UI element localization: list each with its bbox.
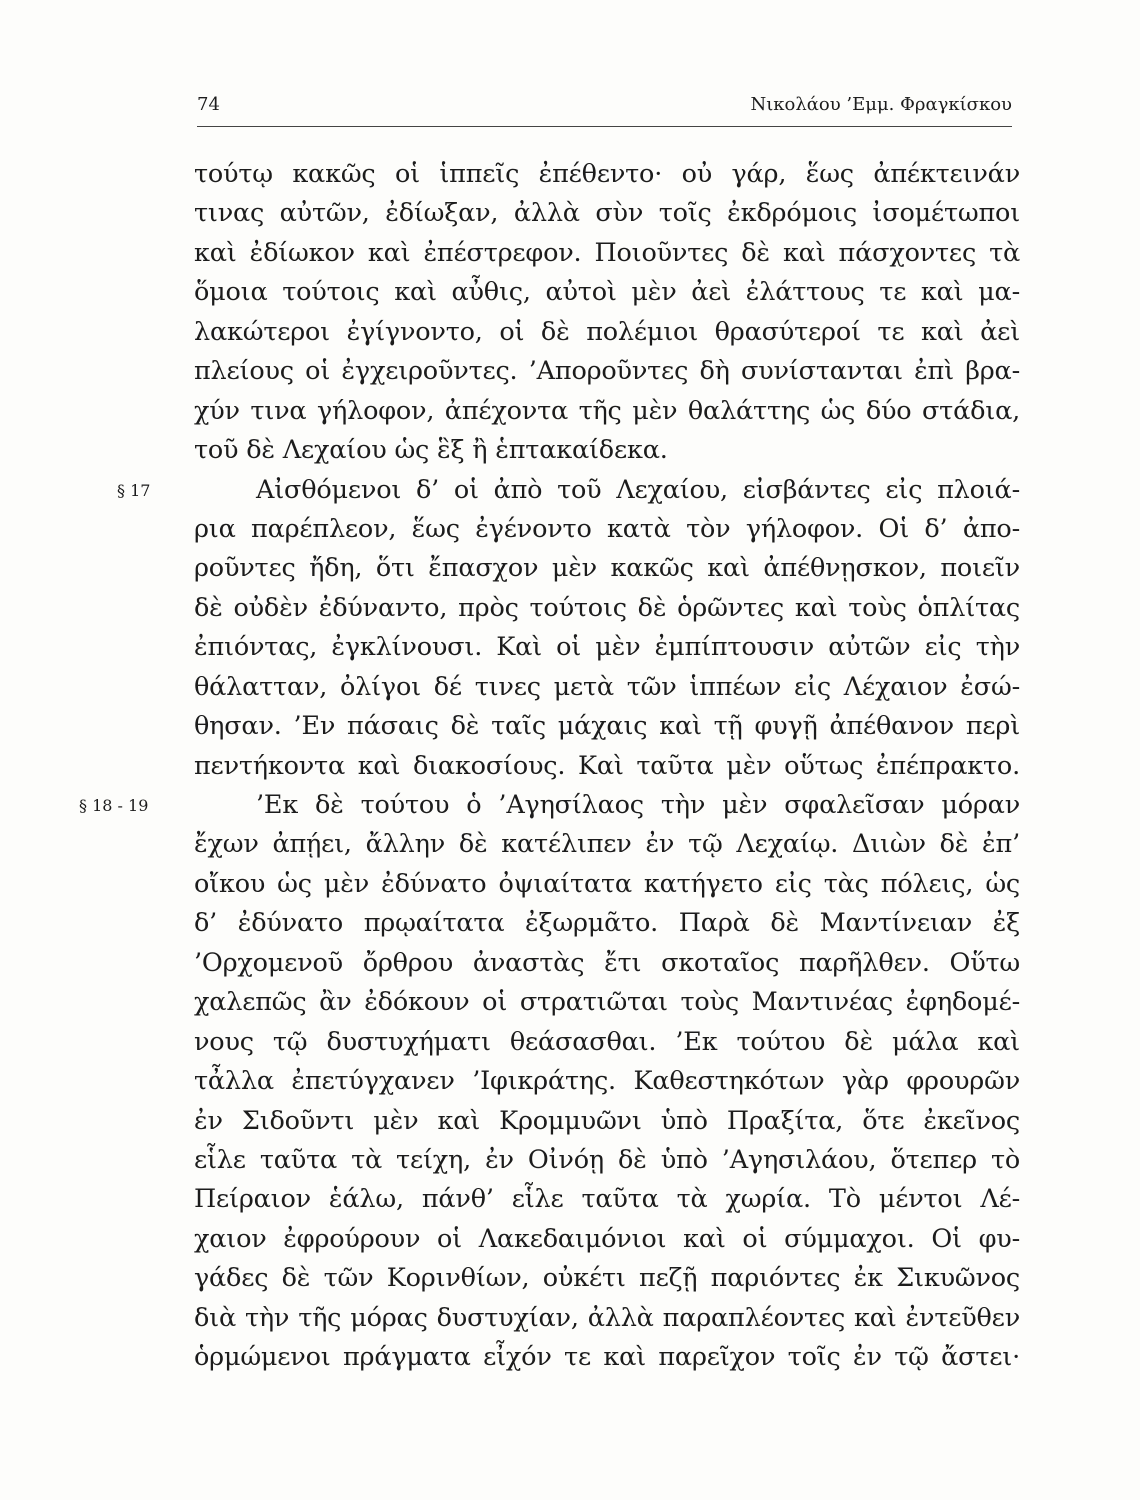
text-line: οἴκου ὡς μὲν ἐδύνατο ὀψιαίτατα κατήγετο εἰς τὰς πόλεις, ὡς — [194, 868, 1020, 899]
text-line: τούτῳ κακῶς οἱ ἱππεῖς ἐπέθεντο· οὐ γάρ, ἕως ἀπέκτεινάν — [194, 159, 1020, 189]
text-line: λακώτεροι ἐγίγνοντο, οἱ δὲ πολέμιοι θρασύτεροί τε καὶ ἀεὶ — [194, 316, 1020, 347]
text-line: ρια παρέπλεον, ἕως ἐγένοντο κατὰ τὸν γήλοφον. Οἱ δ’ ἀπο- — [194, 513, 1020, 544]
text-line: θησαν. ’Εν πάσαις δὲ ταῖς μάχαις καὶ τῇ φυγῇ ἀπέθανον περὶ — [194, 711, 1020, 742]
text-line: Πείραιον ἑάλω, πάνθ’ εἷλε ταῦτα τὰ χωρία. Τὸ μέντοι Λέ- — [194, 1184, 1020, 1215]
text-line: διὰ τὴν τῆς μόρας δυστυχίαν, ἀλλὰ παραπλέοντες καὶ ἐντεῦθεν — [194, 1302, 1020, 1333]
text-line: ἐπιόντας, ἐγκλίνουσι. Καὶ οἱ μὲν ἐμπίπτουσιν αὐτῶν εἰς τὴν — [194, 632, 1020, 663]
text-line: ὁρμώμενοι πράγματα εἶχόν τε καὶ παρεῖχον τοῖς ἐν τῷ ἄστει· — [194, 1342, 1020, 1373]
text-line: ὅμοια τούτοις καὶ αὖθις, αὐτοὶ μὲν ἀεὶ ἐλάττους τε καὶ μα- — [194, 277, 1020, 308]
text-line: χαιον ἐφρούρουν οἱ Λακεδαιμόνιοι καὶ οἱ σύμμαχοι. Οἱ φυ- — [194, 1223, 1020, 1254]
text-line: ’Ορχομενοῦ ὄρθρου ἀναστὰς ἔτι σκοταῖος παρῆλθεν. Οὕτω — [194, 947, 1020, 978]
text-line: ἔχων ἀπῄει, ἄλλην δὲ κατέλιπεν ἐν τῷ Λεχαίῳ. Διιὼν δὲ ἐπ’ — [194, 829, 1020, 860]
text-line: εἷλε ταῦτα τὰ τείχη, ἐν Οἰνόῃ δὲ ὑπὸ ’Αγησιλάου, ὅτεπερ τὸ — [194, 1144, 1020, 1175]
page-number: 74 — [197, 94, 220, 115]
text-line: Αἰσθόμενοι δ’ οἱ ἀπὸ τοῦ Λεχαίου, εἰσβάντες εἰς πλοιά- — [256, 474, 1020, 505]
text-line: χύν τινα γήλοφον, ἀπέχοντα τῆς μὲν θαλάττης ὡς δύο στάδια, — [194, 395, 1020, 426]
text-line: τινας αὐτῶν, ἐδίωξαν, ἀλλὰ σὺν τοῖς ἐκδρόμοις ἰσομέτωποι — [194, 198, 1020, 229]
text-line: χαλεπῶς ἂν ἐδόκουν οἱ στρατιῶται τοὺς Μαντινέας ἐφηδομέ- — [194, 987, 1020, 1018]
margin-note-section: § 17 — [117, 480, 151, 500]
margin-note-section: § 18 - 19 — [79, 796, 149, 815]
text-line: δ’ ἐδύνατο πρῳαίτατα ἐξωρμᾶτο. Παρὰ δὲ Μαντίνειαν ἐξ — [194, 908, 1020, 939]
text-line: πλείους οἱ ἐγχειροῦντες. ’Αποροῦντες δὴ συνίστανται ἐπὶ βρα- — [194, 356, 1020, 387]
text-line: ἐν Σιδοῦντι μὲν καὶ Κρομμυῶνι ὑπὸ Πραξίτα, ὅτε ἐκεῖνος — [194, 1105, 1020, 1136]
section-17 — [117, 471, 1020, 510]
running-header — [197, 92, 1012, 127]
text-line: ροῦντες ἤδη, ὅτι ἔπασχον μὲν κακῶς καὶ ἀπέθνῃσκον, ποιεῖν — [194, 553, 1020, 584]
text-line: καὶ ἐδίωκον καὶ ἐπέστρεφον. Ποιοῦντες δὲ καὶ πάσχοντες τὰ — [194, 237, 1020, 268]
text-body — [79, 155, 1020, 1378]
text-line: δὲ οὐδὲν ἐδύναντο, πρὸς τούτοις δὲ ὁρῶντες καὶ τοὺς ὁπλίτας — [194, 592, 1020, 623]
text-line: θάλατταν, ὀλίγοι δέ τινες μετὰ τῶν ἱππέων εἰς Λέχαιον ἐσώ- — [194, 671, 1020, 702]
text-line: τἆλλα ἐπετύγχανεν ’Ιφικράτης. Καθεστηκότων γὰρ φρουρῶν — [194, 1066, 1020, 1097]
text-line: ’Εκ δὲ τούτου ὁ ’Αγησίλαος τὴν μὲν σφαλεῖσαν μόραν — [256, 790, 1020, 820]
running-title: Νικολάου ’Εμμ. Φραγκίσκου — [750, 94, 1012, 115]
text-line: νους τῷ δυστυχήματι θεάσασθαι. ’Εκ τούτου δὲ μάλα καὶ — [194, 1026, 1020, 1057]
text-line: πεντήκοντα καὶ διακοσίους. Καὶ ταῦτα μὲν οὕτως ἐπέπρακτο. — [194, 750, 1020, 781]
section-18-19 — [79, 786, 1020, 825]
text-line: γάδες δὲ τῶν Κορινθίων, οὐκέτι πεζῇ παριόντες ἐκ Σικυῶνος — [194, 1263, 1020, 1294]
text-line: τοῦ δὲ Λεχαίου ὡς ἓξ ἢ ἑπτακαίδεκα. — [194, 435, 668, 466]
